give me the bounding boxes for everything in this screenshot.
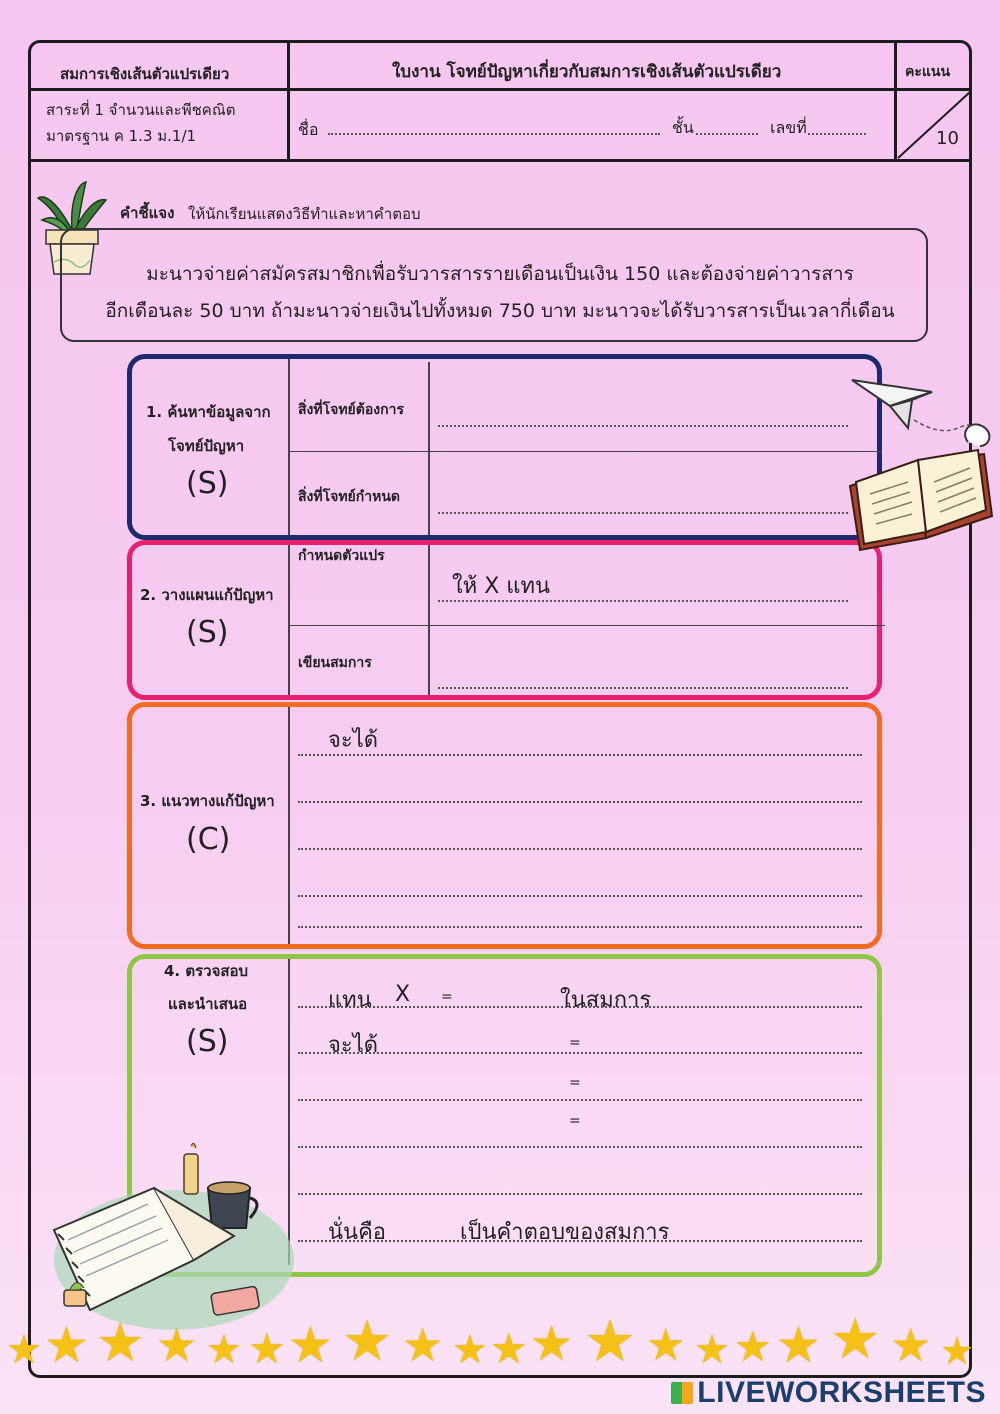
star-icon: ★ [776,1316,821,1374]
section-2-answer-2[interactable] [438,687,848,689]
star-icon: ★ [940,1329,975,1373]
star-icon: ★ [584,1307,636,1375]
section-4-line-4[interactable] [298,1146,862,1148]
star-icon: ★ [6,1327,42,1373]
section-3-line-1[interactable] [298,754,862,756]
name-field[interactable] [328,133,660,135]
logo-mark-icon [671,1382,693,1404]
section-3-first-line: จะได้ [328,728,379,753]
section-1-row-divider [289,451,882,452]
header-divider-1 [28,88,972,91]
section-2-variable-text: ให้ X แทน [452,574,551,599]
star-icon: ★ [734,1322,772,1371]
class-field[interactable] [696,133,758,135]
section-4-eq-2: = [569,1035,581,1051]
section-4-line-5[interactable] [298,1193,862,1195]
star-icon: ★ [156,1318,198,1372]
section-2-box [127,540,882,700]
section-4-title-2: และนำเสนอ [168,995,248,1013]
section-4-eq-4: = [569,1113,581,1129]
section-2-row-divider [289,625,885,626]
total-score: 10 [936,128,959,149]
section-2-col-divider [288,545,290,695]
instructions-text: ให้นักเรียนแสดงวิธีทำและหาคำตอบ [188,205,421,223]
section-2-row-1-label: กำหนดตัวแปร [298,548,385,564]
star-icon: ★ [890,1318,932,1372]
section-4-sub-var: X [395,982,411,1007]
number-label: เลขที่ [770,118,807,137]
star-icon: ★ [452,1327,488,1373]
star-icon: ★ [830,1307,881,1372]
instructions-label: คำชี้แจง [120,204,175,222]
star-icon: ★ [342,1309,393,1374]
section-2-col-divider-2 [428,545,430,695]
section-2-row-2-label: เขียนสมการ [298,655,372,671]
section-4-conclusion-label: นั่นคือ [328,1220,387,1245]
name-label: ชื่อ [298,120,319,139]
section-1-title-2: โจทย์ปัญหา [168,437,245,455]
section-1-row-2-label: สิ่งที่โจทย์กำหนด [298,489,400,505]
star-icon: ★ [646,1320,686,1371]
section-1-col-divider-2 [428,362,430,535]
star-icon: ★ [96,1311,145,1374]
liveworksheets-logo [671,1376,986,1410]
section-3-line-4[interactable] [298,895,862,897]
star-icon: ★ [44,1316,89,1374]
section-3-line-5[interactable] [298,926,862,928]
section-4-eq-1: = [441,989,453,1005]
section-4-sub-label: แทน [328,988,372,1013]
problem-line-1: มะนาวจ่ายค่าสมัครสมาชิกเพื่อรับวารสารรายเดือนเป็นเงิน 150 และต้องจ่ายค่าวารสาร [146,263,854,285]
notebook-mug-illustration [44,1140,294,1340]
open-book-icon [846,446,996,556]
section-2-title: 2. วางแผนแก้ปัญหา [140,586,274,604]
star-icon: ★ [248,1324,286,1373]
star-icon: ★ [402,1318,444,1372]
section-3-box [127,702,882,949]
header-divider-2 [28,159,972,162]
section-3-col-divider [288,707,290,944]
section-4-code: (S) [186,1024,229,1059]
section-4-in-equation: ในสมการ [560,988,652,1013]
topic-title: สมการเชิงเส้นตัวแปรเดียว [60,65,230,83]
score-box[interactable] [896,90,972,160]
section-1-code: (S) [186,466,229,501]
section-3-code: (C) [186,822,231,857]
score-label: คะแนน [905,64,951,80]
section-2-answer-1[interactable] [438,600,848,602]
class-label: ชั้น [672,118,694,137]
sheet-title: ใบงาน โจทย์ปัญหาเกี่ยวกับสมการเชิงเส้นตัวแปรเดียว [392,62,782,82]
section-2-code: (S) [186,615,229,650]
section-3-line-2[interactable] [298,801,862,803]
section-3-title: 3. แนวทางแก้ปัญหา [140,792,275,810]
problem-line-2: อีกเดือนละ 50 บาท ถ้ามะนาวจ่ายเงินไปทั้งหมด 750 บาท มะนาวจะได้รับวารสารเป็นเวลากี่เดือน [105,300,895,322]
star-icon: ★ [490,1324,528,1373]
section-1-answer-1[interactable] [438,425,848,427]
number-field[interactable] [808,133,866,135]
section-3-line-3[interactable] [298,848,862,850]
paper-plane-icon [850,372,1000,452]
section-4-line-3[interactable] [298,1099,862,1101]
section-1-answer-2[interactable] [438,512,848,514]
section-4-title-1: 4. ตรวจสอบ [164,962,249,980]
header-col-divider-1 [287,40,290,161]
star-icon: ★ [206,1327,242,1373]
section-4-line-6[interactable] [298,1240,862,1242]
star-icon: ★ [530,1316,574,1372]
logo-text: LIVEWORKSHEETS [697,1376,986,1409]
section-4-eq-3: = [569,1075,581,1091]
star-icon: ★ [288,1316,333,1374]
section-4-line-2[interactable] [298,1052,862,1054]
standard-text: มาตรฐาน ค 1.3 ม.1/1 [46,127,197,145]
section-4-conclusion-text: เป็นคำตอบของสมการ [460,1220,670,1245]
strand-text: สาระที่ 1 จำนวนและพีชคณิต [46,101,236,119]
section-1-title-1: 1. ค้นหาข้อมูลจาก [146,403,271,421]
star-icon: ★ [694,1327,730,1373]
section-4-line-1[interactable] [298,1006,862,1008]
section-4-get-label: จะได้ [328,1033,379,1058]
section-1-col-divider [288,359,290,535]
section-1-row-1-label: สิ่งที่โจทย์ต้องการ [298,402,404,418]
